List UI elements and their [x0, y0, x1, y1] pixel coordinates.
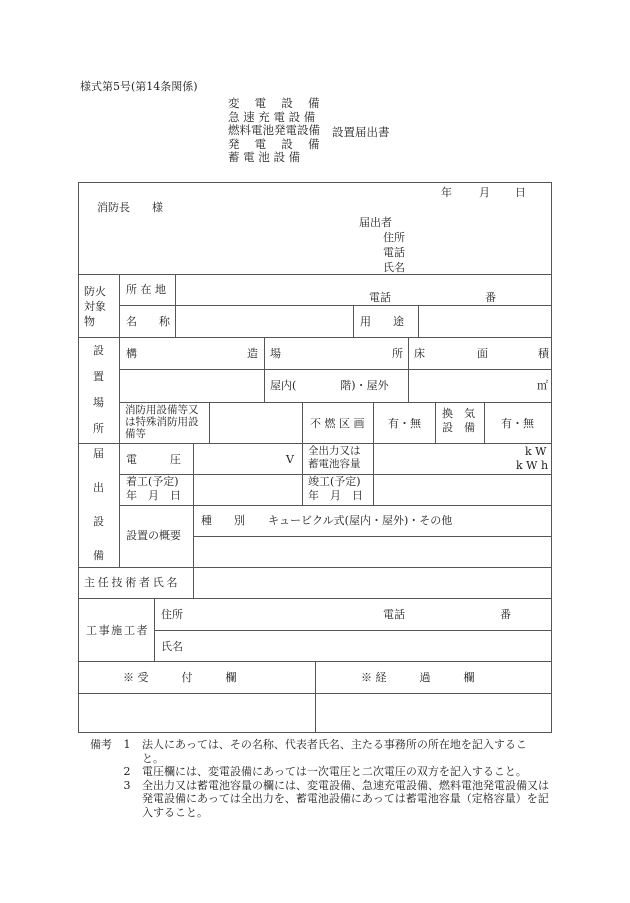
- title-type-2: 急 速 充 電 設 備: [228, 109, 316, 124]
- contractor-phone-label: 電話: [383, 608, 405, 621]
- title-type-1: 変 電 設 備: [228, 96, 320, 110]
- name-input[interactable]: [176, 306, 352, 336]
- contractor-address-label: 住所: [161, 608, 183, 621]
- end-date-label: 年 月 日: [308, 489, 363, 502]
- location-label: 所 在 地: [126, 283, 166, 296]
- use-label: 用 途: [360, 315, 404, 328]
- note-num-1: 1: [123, 738, 131, 751]
- note-text-3: 全出力又は蓄電池容量の欄には、変電設備、急速充電設備、燃料電池発電設備又は発電設備にあっては全出力を、蓄電池設備にあっては蓄電池容量（定格容量）を記入すること。: [142, 778, 549, 819]
- applicant-phone-label: 電話: [383, 246, 405, 259]
- overview-input[interactable]: [194, 537, 551, 566]
- document-title: [228, 97, 320, 165]
- floor-area-label-1: 床: [414, 347, 425, 360]
- notes-label: 備考: [90, 738, 112, 751]
- fireproof-label: 不 燃 区 画: [310, 417, 365, 430]
- start-date-input[interactable]: [194, 475, 301, 504]
- installation-label-1: 設: [93, 344, 104, 357]
- title-type-3: 燃料電池発電設備: [228, 123, 320, 137]
- contractor-name-label: 氏名: [161, 640, 183, 653]
- voltage-label: 電 圧: [126, 453, 181, 466]
- output-unit-kw: k W: [525, 445, 547, 458]
- target-section-label: 防火対象物: [84, 285, 106, 328]
- end-date-input[interactable]: [374, 475, 551, 504]
- engineer-label: 主任技術者氏名: [84, 576, 181, 589]
- reception-area: [79, 694, 314, 732]
- equipment-label-2: 出: [93, 481, 104, 494]
- applicant-name-label: 氏名: [383, 261, 405, 274]
- contractor-phone-suffix: 番: [500, 608, 511, 621]
- fire-equipment-input[interactable]: [210, 403, 301, 442]
- voltage-unit: V: [286, 453, 294, 466]
- form-number: 様式第5号(第14条関係): [80, 80, 198, 93]
- indoor-outdoor-option[interactable]: 屋内( 階)・屋外: [270, 379, 389, 392]
- type-option[interactable]: キュービクル式(屋内・屋外)・その他: [268, 514, 453, 527]
- use-input[interactable]: [419, 306, 551, 336]
- note-text-2: 電圧欄には、変電設備にあっては一次電圧と二次電圧の双方を記入すること。: [142, 765, 527, 778]
- place-label: 場: [270, 347, 281, 360]
- date-day: 日: [515, 186, 526, 199]
- contractor-address-input[interactable]: [190, 599, 550, 629]
- ventilation-option[interactable]: 有・無: [501, 417, 534, 430]
- output-unit-kwh: k W h: [516, 459, 549, 472]
- progress-label: ※ 経 過 欄: [361, 671, 475, 684]
- date-year: 年: [441, 186, 452, 199]
- progress-area: [316, 694, 551, 732]
- installation-label-4: 所: [93, 422, 104, 435]
- notes: [90, 738, 560, 819]
- installation-label-3: 場: [93, 396, 104, 409]
- fireproof-option[interactable]: 有・無: [388, 417, 421, 430]
- note-num-2: 2: [123, 765, 131, 778]
- equipment-label-3: 設: [93, 515, 104, 528]
- structure-label: 構: [126, 347, 137, 360]
- installation-label-2: 置: [93, 370, 104, 383]
- date-month: 月: [479, 186, 490, 199]
- floor-area-unit: ㎡: [537, 379, 548, 392]
- reception-label: ※ 受 付 欄: [123, 671, 237, 684]
- output-label: 全出力又は蓄電池容量: [308, 445, 361, 470]
- equipment-label-4: 備: [93, 549, 104, 562]
- floor-area-label-3: 積: [538, 347, 549, 360]
- equipment-label-1: 届: [93, 447, 104, 460]
- title-type-4: 発 電 設 備: [228, 136, 320, 151]
- applicant-address-label: 住所: [383, 231, 405, 244]
- addressee: 消防長 様: [97, 201, 163, 214]
- target-phone-suffix: 番: [485, 291, 496, 304]
- ventilation-label: 換 気設 備: [442, 407, 475, 434]
- start-date-label: 年 月 日: [126, 489, 181, 502]
- title-suffix: 設置届出書: [332, 125, 390, 139]
- floor-area-label-2: 面: [477, 347, 488, 360]
- title-type-5: 蓄 電 池 設 備: [228, 150, 301, 164]
- target-phone-label: 電話: [369, 291, 391, 304]
- voltage-input[interactable]: [194, 444, 301, 473]
- applicant-label: 届出者: [359, 216, 392, 229]
- name-label: 名 称: [126, 315, 170, 328]
- note-text-1: 法人にあっては、その名称、代表者氏名、主たる事務所の所在地を記入すること。: [142, 738, 527, 765]
- structure-label-2: 造: [247, 347, 258, 360]
- start-label: 着工(予定): [126, 475, 179, 488]
- overview-label: 設置の概要: [126, 529, 181, 542]
- contractor-label: 工事施工者: [86, 624, 150, 637]
- note-num-3: 3: [123, 778, 131, 792]
- contractor-name-input[interactable]: [190, 631, 550, 660]
- structure-input[interactable]: [120, 370, 263, 401]
- type-label: 種 別: [201, 514, 245, 527]
- end-label: 竣工(予定): [308, 475, 361, 488]
- place-label-2: 所: [392, 347, 403, 360]
- fire-equipment-label: 消防用設備等又は特殊消防用設備等: [125, 404, 199, 440]
- engineer-input[interactable]: [194, 568, 551, 597]
